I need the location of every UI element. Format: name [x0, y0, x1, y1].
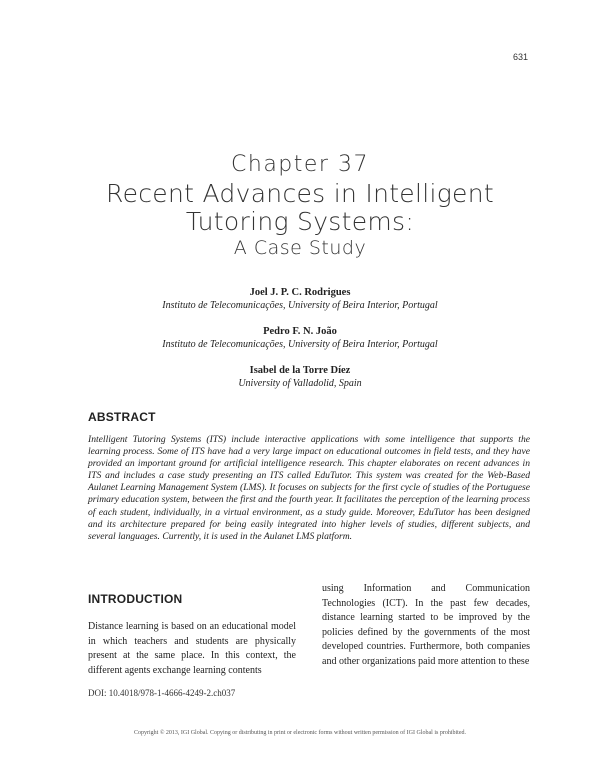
doi-line: DOI: 10.4018/978-1-4666-4249-2.ch037 [88, 688, 236, 698]
abstract-heading: ABSTRACT [88, 410, 156, 424]
chapter-title [0, 180, 600, 260]
introduction-left-column: Distance learning is based on an educational model in which teachers and students are physically present at the same place. In this context, the different agents exchange learning contents [88, 621, 296, 676]
chapter-label: Chapter 37 [231, 152, 369, 177]
title-line: Recent Advances in Intelligent [106, 179, 494, 208]
subtitle: A Case Study [233, 237, 367, 259]
abstract-text: Intelligent Tutoring Systems (ITS) include interactive applications with some intelligence that supports the learning process. Some of ITS have had a very large impact on educational outcomes in field tests, and they have provided an important ground for artificial intelligence research. This chapter elaborates on recent advances in ITS and includes a case study presenting an ITS called EduTutor. This system was created for the Web-Based Aulanet Learning Management System (LMS). It focuses on subjects for the first cycle of studies of the Portuguese primary education system, between the first and the fourth year. It facilitates the perception of the learning process of each student, individually, in a virtual environment, as a study guide. Moreover, EduTutor has been designed and its architecture prepared for being easily integrated into higher levels of studies, different subjects, and several languages. Currently, it is used in the Aulanet LMS platform. [88, 434, 530, 542]
copyright-notice: Copyright © 2013, IGI Global. Copying or distributing in print or electronic forms without written permission of IGI Global is prohibited. [133, 730, 466, 736]
title-line: Tutoring Systems: [185, 207, 415, 236]
introduction-heading: INTRODUCTION [88, 592, 183, 606]
author-name: Joel J. P. C. Rodrigues [249, 287, 351, 298]
author-block [0, 364, 600, 390]
author-affiliation: Instituto de Telecomunicações, University of Beira Interior, Portugal [162, 300, 438, 311]
author-list [0, 286, 600, 403]
author-affiliation: University of Valladolid, Spain [238, 378, 362, 389]
page-number: 631 [512, 52, 528, 62]
author-affiliation: Instituto de Telecomunicações, University of Beira Interior, Portugal [162, 339, 438, 350]
introduction-right-column: using Information and Communication Technologies (ICT). In the past few decades, distance learning started to be improved by the policies defined by the governments of the most developed countries. Furthermore, both companies and other organizations paid more attention to these [322, 583, 530, 667]
author-block [0, 286, 600, 312]
author-name: Isabel de la Torre Díez [249, 365, 351, 376]
author-block [0, 325, 600, 351]
author-name: Pedro F. N. João [263, 326, 337, 337]
